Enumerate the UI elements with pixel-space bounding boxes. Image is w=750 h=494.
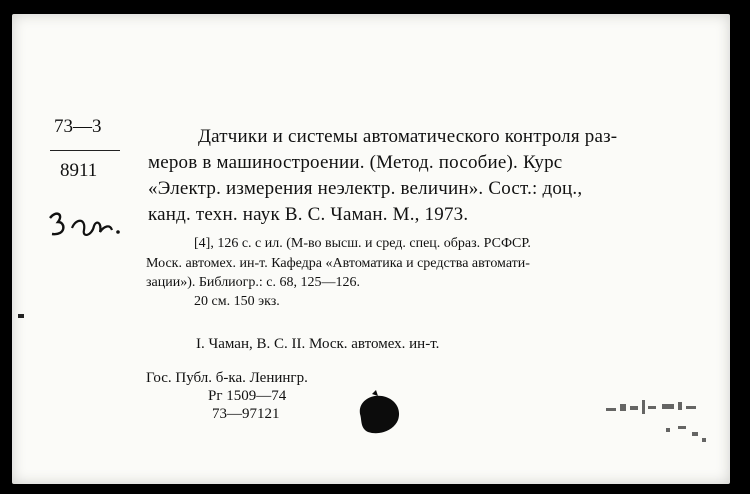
call-number-bottom: 8911 <box>60 160 98 181</box>
library-line-2: Рг 1509—74 <box>208 388 287 404</box>
call-number-divider <box>50 150 120 151</box>
description-line-4: 20 см. 150 экз. <box>194 294 280 309</box>
description-line-3: зации»). Библиогр.: с. 68, 125—126. <box>146 275 361 290</box>
title-line-1: Датчики и системы автоматического контроля раз- <box>198 126 618 147</box>
title-line-4: канд. техн. наук В. С. Чаман. М., 1973. <box>148 204 469 225</box>
catalog-card <box>12 14 730 484</box>
description-line-2: Моск. автомех. ин-т. Кафедра «Автоматика и средства автомати- <box>146 256 530 271</box>
description-line-1: [4], 126 с. с ил. (М-во высш. и сред. спец. образ. РСФСР. <box>194 236 531 251</box>
edge-mark <box>18 314 24 318</box>
library-line-1: Гос. Публ. б-ка. Ленингр. <box>146 370 308 386</box>
title-line-3: «Электр. измерения неэлектр. величин». Сост.: доц., <box>148 178 583 199</box>
ink-stamp-blot <box>352 390 404 436</box>
faded-stamp-smudge <box>602 392 712 450</box>
call-number-top: 73—3 <box>54 116 102 137</box>
tracings-line: I. Чаман, В. С. II. Моск. автомех. ин-т. <box>196 336 440 352</box>
library-line-3: 73—97121 <box>212 406 280 422</box>
handwritten-mark <box>46 208 126 244</box>
title-line-2: меров в машиностроении. (Метод. пособие). Курс <box>148 152 563 173</box>
